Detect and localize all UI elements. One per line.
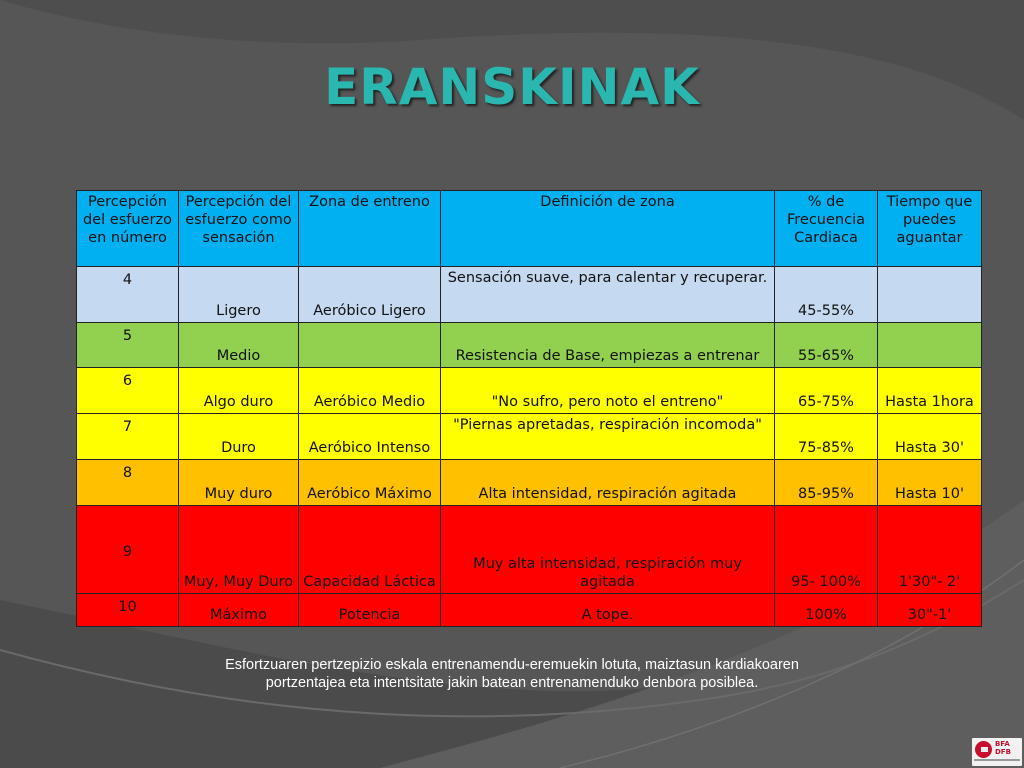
header-cell: Definición de zona (441, 191, 775, 267)
cell-heart-rate: 100% (775, 594, 878, 627)
cell-number: 9 (77, 506, 179, 594)
cell-definition: Muy alta intensidad, respiración muy agitada (441, 506, 775, 594)
cell-heart-rate: 45-55% (775, 267, 878, 323)
cell-zone: Potencia (299, 594, 441, 627)
table-row (77, 506, 982, 594)
cell-definition: Sensación suave, para calentar y recuperar. (441, 267, 775, 323)
cell-heart-rate: 55-65% (775, 323, 878, 368)
logo-text: BFA DFB (995, 740, 1011, 756)
cell-heart-rate: 75-85% (775, 414, 878, 460)
cell-zone: Aeróbico Ligero (299, 267, 441, 323)
cell-number: 7 (77, 414, 179, 460)
cell-number: 10 (77, 594, 179, 627)
cell-time: 30"-1' (878, 594, 982, 627)
cell-zone: Capacidad Láctica (299, 506, 441, 594)
cell-zone: Aeróbico Intenso (299, 414, 441, 460)
caption-line: portzentajea eta intentsitate jakin batean entrenamenduko denbora posiblea. (265, 675, 759, 691)
cell-sensation: Máximo (179, 594, 299, 627)
cell-sensation: Ligero (179, 267, 299, 323)
cell-time: Hasta 1hora (878, 368, 982, 414)
cell-number: 6 (77, 368, 179, 414)
cell-sensation: Duro (179, 414, 299, 460)
slide-caption (150, 656, 874, 692)
cell-heart-rate: 85-95% (775, 460, 878, 506)
bizkaia-logo (972, 738, 1022, 766)
cell-time (878, 323, 982, 368)
cell-definition: Alta intensidad, respiración agitada (441, 460, 775, 506)
cell-number: 8 (77, 460, 179, 506)
table-row (77, 323, 982, 368)
cell-sensation: Algo duro (179, 368, 299, 414)
cell-sensation: Muy, Muy Duro (179, 506, 299, 594)
cell-number: 5 (77, 323, 179, 368)
caption-line: Esfortzuaren pertzepizio eskala entrenamendu-eremuekin lotuta, maiztasun kardiakoaren (225, 657, 799, 673)
cell-definition: A tope. (441, 594, 775, 627)
cell-definition: "No sufro, pero noto el entreno" (441, 368, 775, 414)
cell-heart-rate: 95- 100% (775, 506, 878, 594)
cell-number: 4 (77, 267, 179, 323)
cell-zone (299, 323, 441, 368)
logo-divider (974, 759, 1020, 761)
table-row (77, 368, 982, 414)
cell-zone: Aeróbico Medio (299, 368, 441, 414)
slide-title: ERANSKINAK (324, 58, 700, 116)
table-row (77, 267, 982, 323)
header-cell: Percepción del esfuerzo como sensación (179, 191, 299, 267)
cell-heart-rate: 65-75% (775, 368, 878, 414)
table-row (77, 414, 982, 460)
cell-time: 1'30"- 2' (878, 506, 982, 594)
table-row (77, 594, 982, 627)
cell-definition: "Piernas apretadas, respiración incomoda" (441, 414, 775, 460)
bizkaia-logo-icon (975, 741, 992, 758)
cell-sensation: Medio (179, 323, 299, 368)
cell-sensation: Muy duro (179, 460, 299, 506)
table-row (77, 460, 982, 506)
cell-time (878, 267, 982, 323)
cell-time: Hasta 10' (878, 460, 982, 506)
header-cell: % de Frecuencia Cardiaca (775, 191, 878, 267)
cell-definition: Resistencia de Base, empiezas a entrenar (441, 323, 775, 368)
cell-time: Hasta 30' (878, 414, 982, 460)
table-header-row (77, 191, 982, 267)
cell-zone: Aeróbico Máximo (299, 460, 441, 506)
training-zones-table (76, 190, 982, 627)
header-cell: Tiempo que puedes aguantar (878, 191, 982, 267)
header-cell: Zona de entreno (299, 191, 441, 267)
header-cell: Percepción del esfuerzo en número (77, 191, 179, 267)
